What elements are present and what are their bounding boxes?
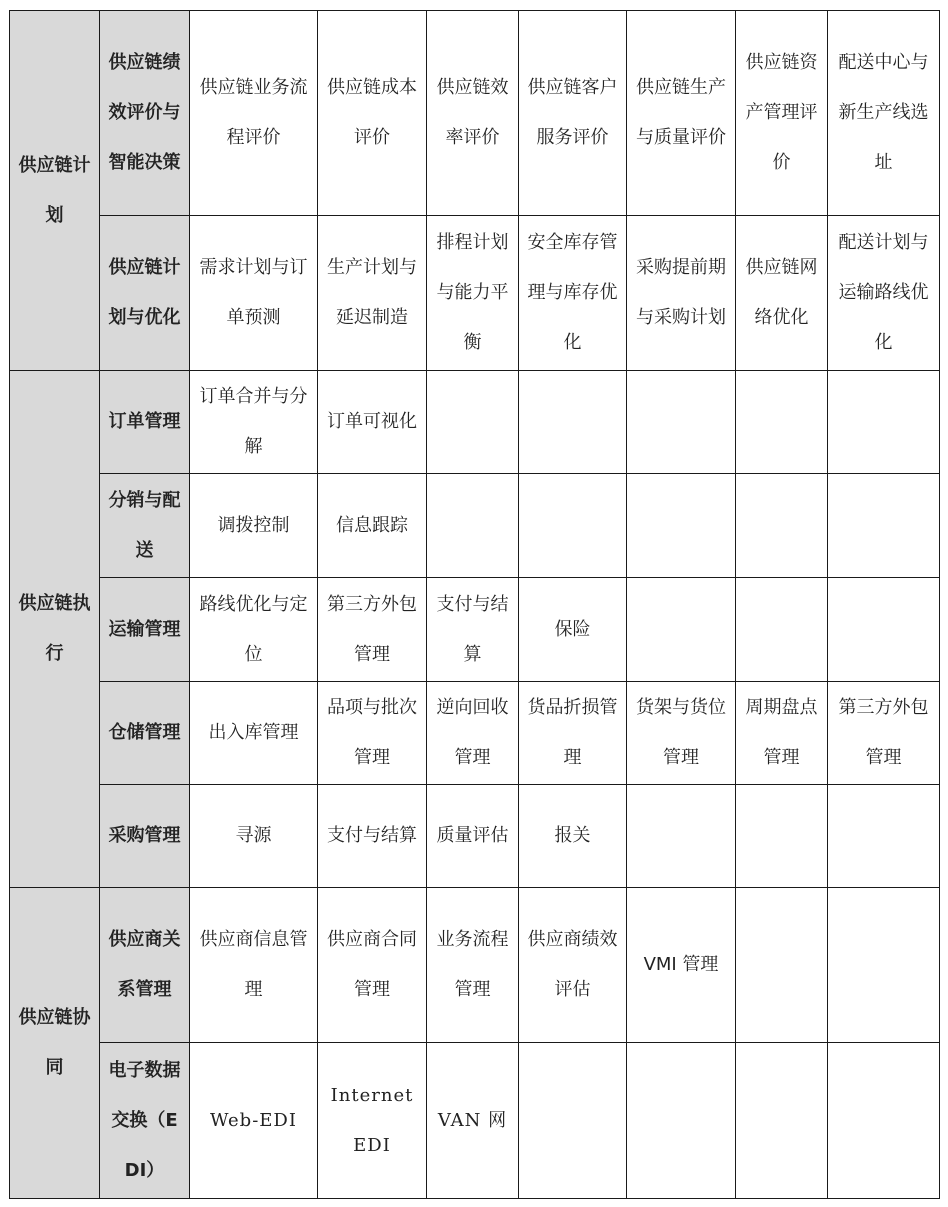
table-row [10,785,940,888]
table-cell: 供应链效率评价 [427,11,519,216]
table-cell: 品项与批次管理 [318,682,427,785]
row-header-cell: 采购管理 [100,785,190,888]
table-cell: 订单合并与分解 [190,371,318,474]
row-header-cell: 电子数据交换（EDI） [100,1043,190,1199]
supply-chain-matrix-table [9,10,940,1199]
table-cell [519,371,627,474]
table-cell: 供应商合同管理 [318,888,427,1043]
table-cell: 配送计划与运输路线优化 [828,216,940,371]
table-cell [828,578,940,682]
table-cell: 配送中心与新生产线选址 [828,11,940,216]
table-row [10,371,940,474]
table-row [10,888,940,1043]
table-cell [736,578,828,682]
matrix-body [10,11,940,1199]
table-cell: 排程计划与能力平衡 [427,216,519,371]
table-cell: 供应商绩效评估 [519,888,627,1043]
table-cell: 出入库管理 [190,682,318,785]
table-cell: VAN 网 [427,1043,519,1199]
table-cell [519,474,627,578]
table-cell: 生产计划与延迟制造 [318,216,427,371]
table-cell [519,1043,627,1199]
table-cell [627,785,736,888]
table-cell: 逆向回收管理 [427,682,519,785]
table-cell: 支付与结算 [427,578,519,682]
table-cell [627,474,736,578]
table-cell [828,785,940,888]
table-cell: 信息跟踪 [318,474,427,578]
table-cell [427,474,519,578]
table-cell: 订单可视化 [318,371,427,474]
table-cell: 报关 [519,785,627,888]
row-header-cell: 分销与配送 [100,474,190,578]
group-header-cell: 供应链协同 [10,888,100,1199]
row-header-cell: 供应商关系管理 [100,888,190,1043]
row-header-cell: 供应链绩效评价与智能决策 [100,11,190,216]
table-row [10,474,940,578]
table-row [10,578,940,682]
table-cell: 供应链生产与质量评价 [627,11,736,216]
table-cell: 调拨控制 [190,474,318,578]
table-cell: 供应链成本评价 [318,11,427,216]
table-cell: Web-EDI [190,1043,318,1199]
table-row [10,11,940,216]
table-cell [736,371,828,474]
row-header-cell: 运输管理 [100,578,190,682]
table-cell: 周期盘点管理 [736,682,828,785]
table-cell: VMI 管理 [627,888,736,1043]
table-cell: 质量评估 [427,785,519,888]
table-cell [736,474,828,578]
table-cell: 寻源 [190,785,318,888]
table-cell [828,888,940,1043]
table-cell [828,1043,940,1199]
table-row [10,682,940,785]
table-cell: 货架与货位管理 [627,682,736,785]
row-header-cell: 供应链计划与优化 [100,216,190,371]
row-header-cell: 仓储管理 [100,682,190,785]
table-row [10,1043,940,1199]
table-cell: Internet EDI [318,1043,427,1199]
table-cell: 第三方外包管理 [318,578,427,682]
table-cell: 路线优化与定位 [190,578,318,682]
group-header-cell: 供应链计划 [10,11,100,371]
table-cell [427,371,519,474]
table-cell: 安全库存管理与库存优化 [519,216,627,371]
table-cell [828,371,940,474]
table-cell: 供应链资产管理评价 [736,11,828,216]
table-cell: 采购提前期与采购计划 [627,216,736,371]
table-cell [627,371,736,474]
table-cell [736,888,828,1043]
table-cell: 供应链业务流程评价 [190,11,318,216]
table-cell [828,474,940,578]
table-cell: 业务流程管理 [427,888,519,1043]
table-cell: 保险 [519,578,627,682]
table-row [10,216,940,371]
row-header-cell: 订单管理 [100,371,190,474]
table-cell: 供应商信息管理 [190,888,318,1043]
table-cell [627,1043,736,1199]
table-cell: 第三方外包管理 [828,682,940,785]
table-cell [736,1043,828,1199]
table-cell: 供应链网络优化 [736,216,828,371]
table-cell [627,578,736,682]
table-cell [736,785,828,888]
table-cell: 需求计划与订单预测 [190,216,318,371]
table-cell: 支付与结算 [318,785,427,888]
group-header-cell: 供应链执行 [10,371,100,888]
table-cell: 供应链客户服务评价 [519,11,627,216]
table-cell: 货品折损管理 [519,682,627,785]
